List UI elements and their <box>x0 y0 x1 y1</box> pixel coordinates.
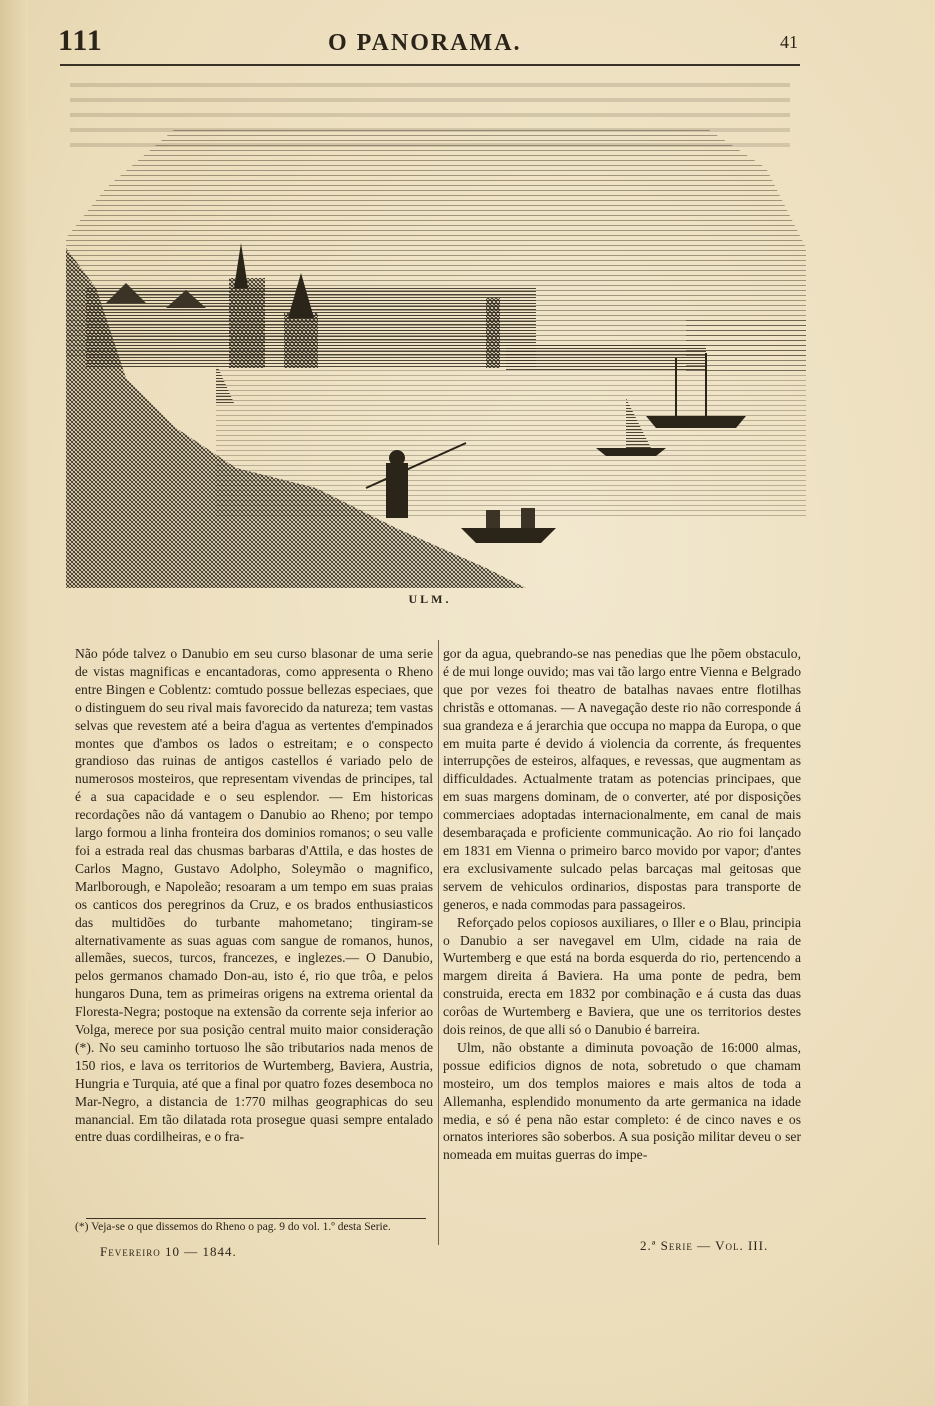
illustration-caption: ULM. <box>408 592 452 606</box>
right-paragraph-2: Reforçado pelos copiosos auxiliares, o Iller e o Blau, principia o Danubio a ser navegavel em Ulm, cidade na raia de Wurtemberg e que está na borda esquerda do rio, pertencendo a margem direita á Baviera. Ha uma ponte de pedra, bem construida, erecta em 1832 por combinação e á custa das duas corôas de Wurtemberg e Baviera, que une os territorios destes dois reinos, de que alli só o Danubio é barreira. <box>443 914 801 1038</box>
ulm-engraving <box>66 128 806 588</box>
left-column <box>75 645 433 1146</box>
footnote-rule <box>86 1218 426 1219</box>
publication-title: O PANORAMA. <box>328 30 522 56</box>
header-rule <box>60 64 800 66</box>
page-number: 111 <box>58 24 103 57</box>
right-paragraph-1: gor da agua, quebrando-se nas penedias que lhe põem obstaculo, é de mui longe ouvido; mas vai tão largo entre Vienna e Belgrado que por vezes foi theatro de batalhas navaes entre flotilhas christãs e ottomanas. — A navegação deste rio não corresponde á sua grandeza e á jerarchia que occupa no mappa da Europa, o que em muita parte é devido á violencia da corrente, ás frequentes interrupções de esteiros, alfaques, e revessas, que augmentam as difficuldades. Actualmente tratam as potencias principaes, que em suas margens dominam, de o converter, até por disposições commerciaes adoptadas internacionalmente, em canal de mais desembaraçada e proficiente communicação. Ao rio foi lançado em 1831 em Vienna o primeiro barco movido por vapor; d'antes era exclusivamente sulcado pelas barcaças mal geitosas que servem de vehiculos ordinarios, dispostas para transporte de generos, e nada commodas para passageiros. <box>443 646 801 912</box>
page-edge <box>0 0 28 1406</box>
right-paragraph-3: Ulm, não obstante a diminuta povoação de 16:000 almas, possue edificios dignos de nota, sobretudo o que chamam mosteiro, um dos templos maiores e mais altos de toda a Allemanha, esplendido monumento da arte germanica na idade media, e só é pena não estar completo: é de cinco naves e os ornatos interiores são soberbos. A sua posição militar deveu o ser nomeada em muitas guerras do impe- <box>443 1039 801 1163</box>
page-header <box>58 18 798 66</box>
dateline: Fevereiro 10 — 1844. <box>100 1244 237 1259</box>
serie-mark: 2.ª Serie — Vol. III. <box>640 1238 769 1253</box>
footnote: (*) Veja-se o que dissemos do Rheno o pag. 9 do vol. 1.º desta Serie. <box>75 1221 391 1233</box>
sheet-mark: 41 <box>780 32 798 52</box>
right-column <box>443 645 801 1164</box>
left-paragraph-1: Não póde talvez o Danubio em seu curso blasonar de uma serie de vistas magnificas e encantadoras, como appresenta o Rheno entre Bingen e Coblentz: comtudo possue bellezas especiaes, que o distinguem do seu rival mais favorecido da natureza; tem vastas selvas que revestem até a beira d'agua as vertentes d'empinados montes que d'ambos os lados o estreitam; e o conspecto grandioso das ruinas de antigos castellos é variado pelo de numerosos mosteiros, que representam vivendas de principes, tal é a sua capacidade e o seu esplendor. — Em historicas recordações não dá vantagem o Danubio ao Rheno; por tempo largo formou a linha fronteira dos dominios romanos; o seu valle foi a estrada real das chusmas barbaras d'Attila, e das hostes de Carlos Magno, Gustavo Adolpho, Soleymão o magnifico, Marlborough, e Napoleão; resoaram a um tempo em suas praias os canticos dos peregrinos da Cruz, e os brados enthusiasticos das multidões do turbante mahometano; tingiram-se alternativamente as suas aguas com sangue de romanos, hunos, allemães, suecos, turcos, francezes, e inglezes.— O Danubio, pelos germanos chamado Don-au, isto é, rio que trôa, e pelos hungaros Duna, tem as primeiras origens na extrema oriental da Floresta-Negra; postoque na extensão da corrente seja inferior ao Volga, merece por sua posição central muito maior consideração (*). No seu caminho tortuoso lhe são tributarios nada menos de 150 rios, e lava os territorios de Wurtemberg, Baviera, Austria, Hungria e Turquia, até que a final por quatro fozes desemboca no Mar-Negro, a distancia de 1:770 milhas geographicas do seu manancial. Em tão dilatada rota prosegue quasi sempre entalado entre duas cordilheiras, e o fra- <box>75 646 433 1145</box>
column-separator <box>438 640 439 1245</box>
